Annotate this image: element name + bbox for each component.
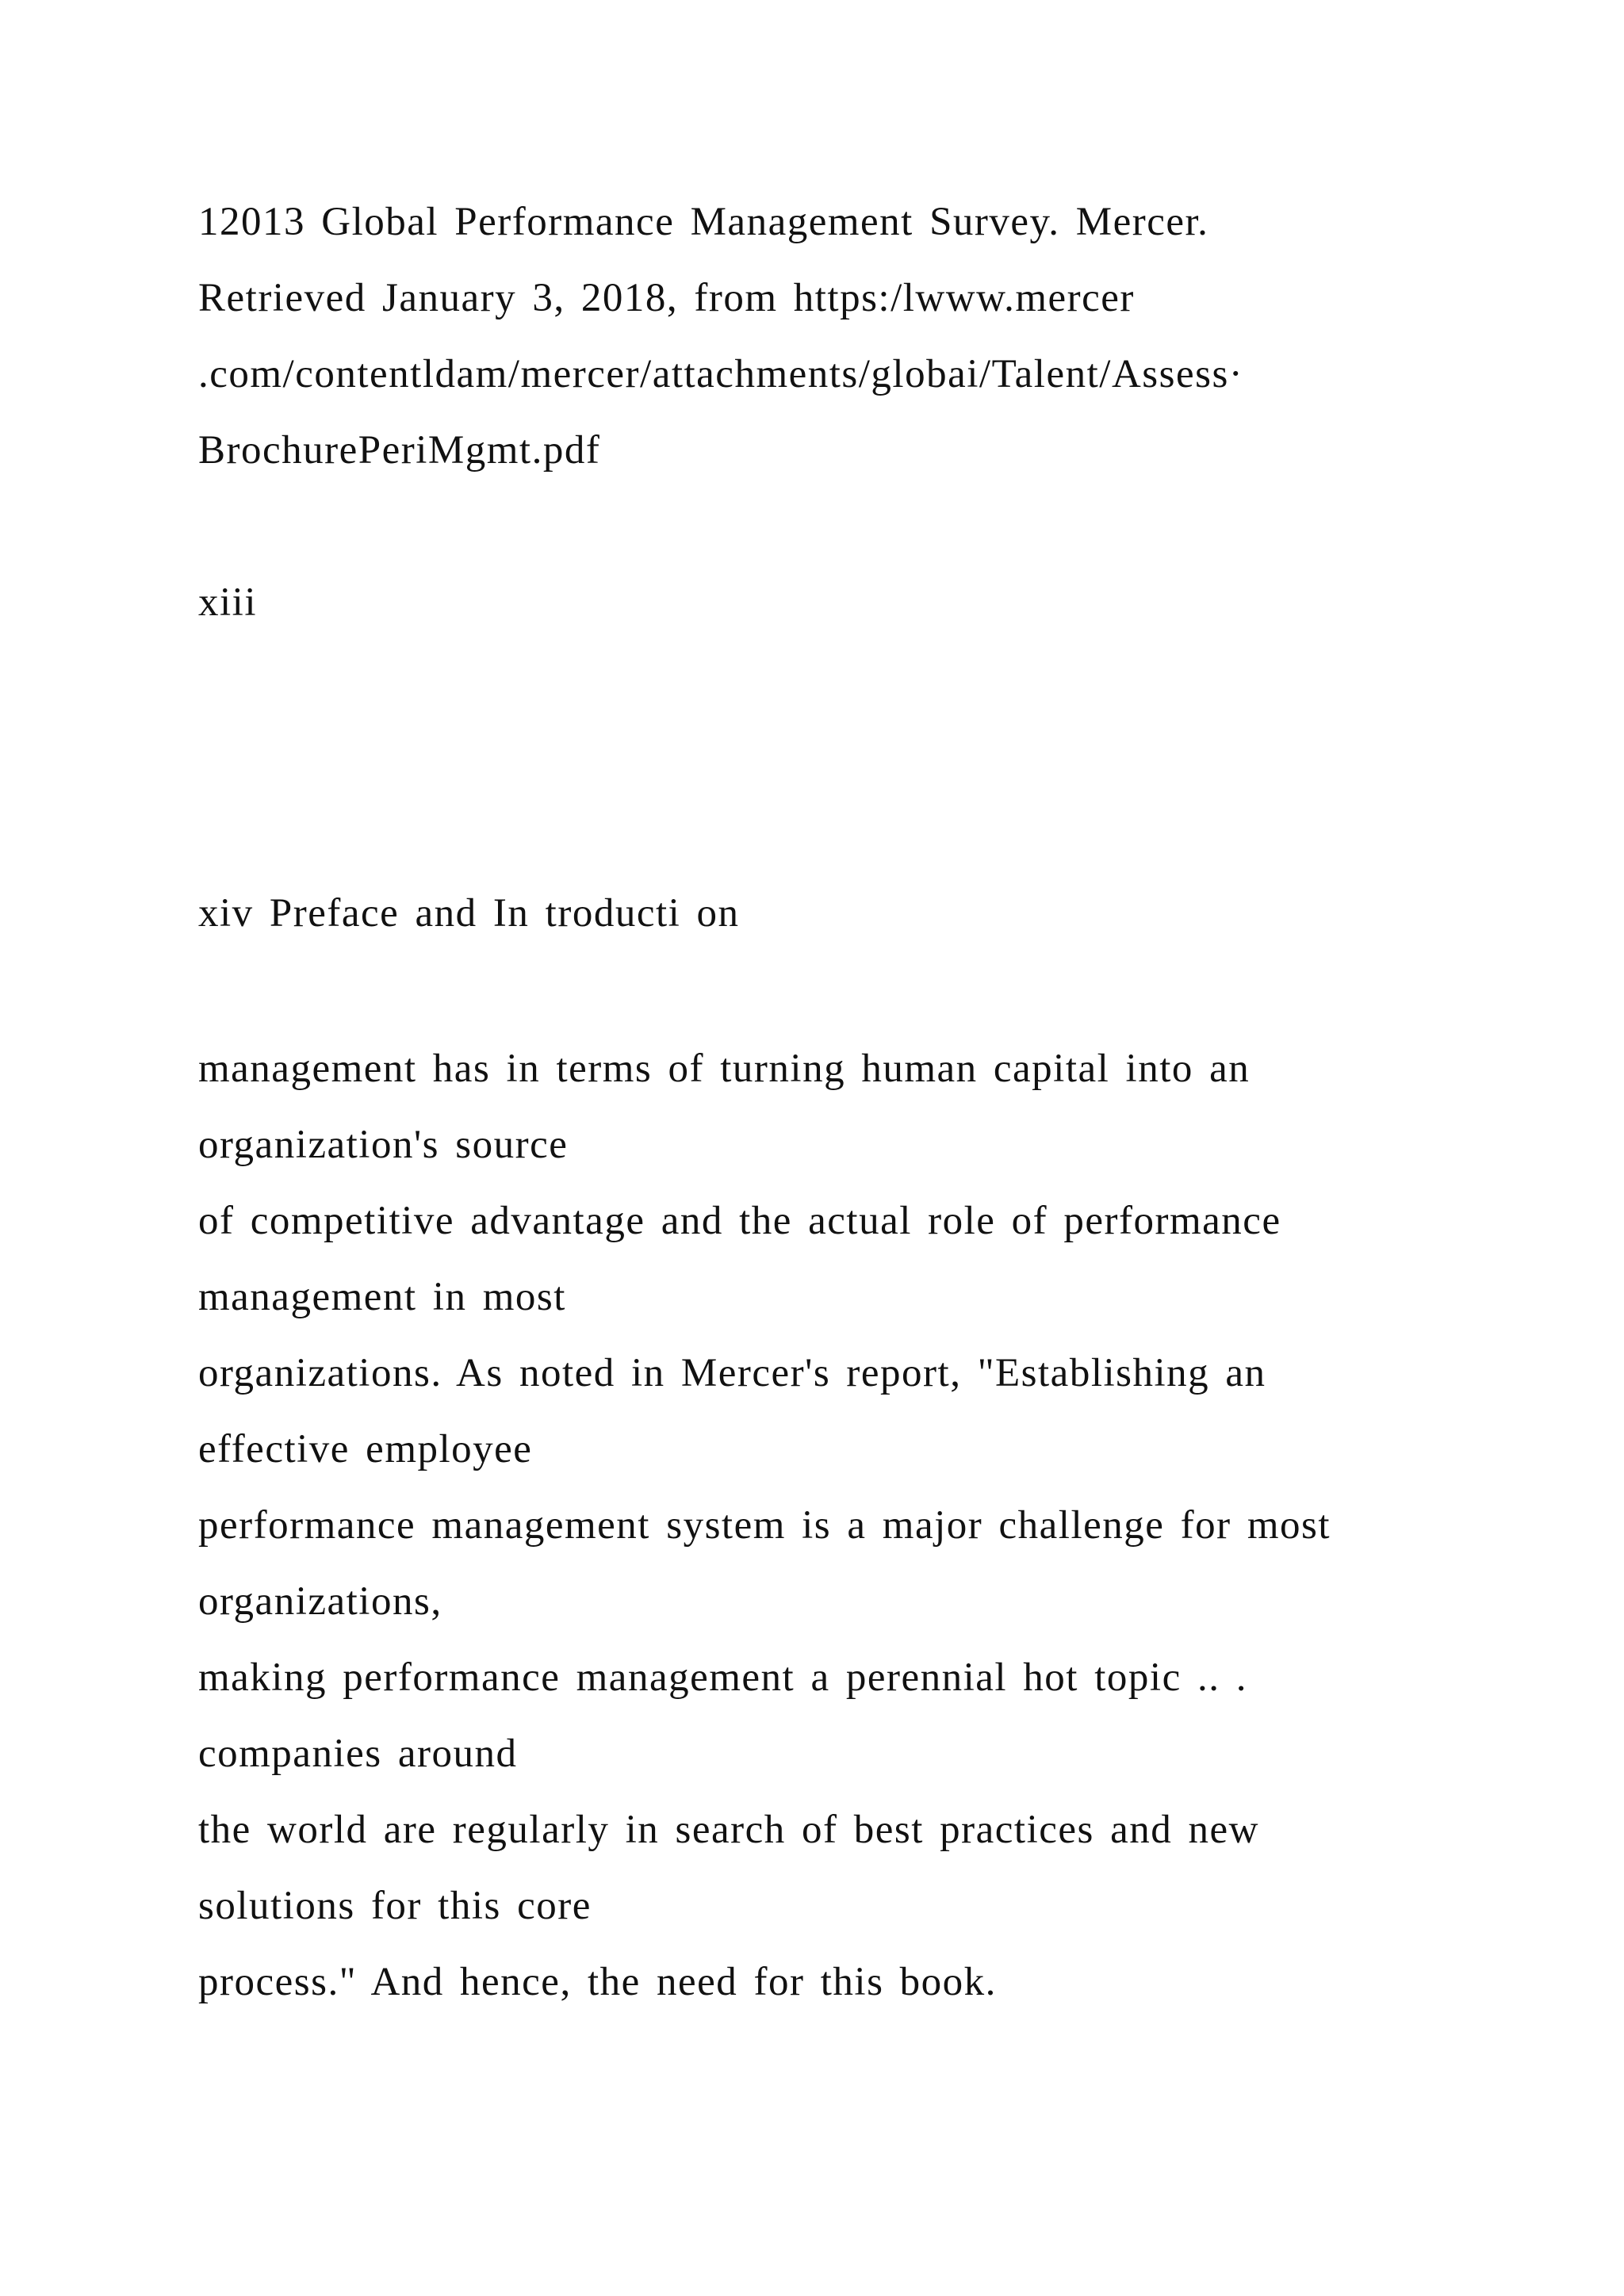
body-line: organization's source: [198, 1123, 569, 1167]
body-line: effective employee: [198, 1427, 533, 1471]
body-line: organizations. As noted in Mercer's report, "Establishing an: [198, 1351, 1266, 1395]
body-line: the world are regularly in search of best practices and new: [198, 1808, 1259, 1852]
body-line: organizations,: [198, 1579, 442, 1624]
reference-line: BrochurePeriMgmt.pdf: [198, 428, 601, 473]
body-line: management has in terms of turning human capital into an: [198, 1047, 1251, 1091]
body-line: making performance management a perennial hot topic .. .: [198, 1655, 1247, 1700]
body-line: solutions for this core: [198, 1884, 592, 1928]
body-line: of competitive advantage and the actual role of performance: [198, 1199, 1281, 1243]
reference-line: 12013 Global Performance Management Survey. Mercer.: [198, 200, 1209, 244]
reference-line: Retrieved January 3, 2018, from https:/lwww.mercer: [198, 276, 1135, 320]
reference-line: .com/contentldam/mercer/attachments/globai/Talent/Assess·: [198, 352, 1244, 396]
body-line: process." And hence, the need for this book.: [198, 1960, 997, 2004]
body-line: companies around: [198, 1732, 518, 1776]
page-number: xiii: [198, 580, 258, 625]
body-line: performance management system is a major challenge for most: [198, 1503, 1331, 1548]
running-header: xiv Preface and In troducti on: [198, 891, 740, 936]
body-line: management in most: [198, 1275, 566, 1319]
